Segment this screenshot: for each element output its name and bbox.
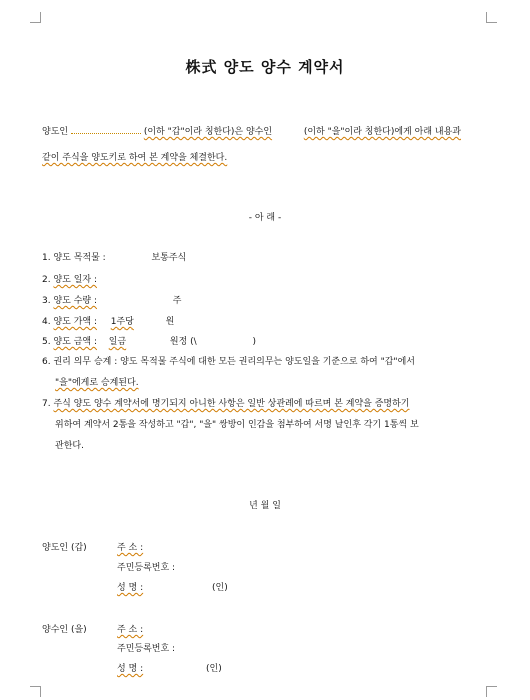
seller-address: 주 소 :	[117, 543, 144, 553]
seller-seal: (인)	[212, 583, 228, 593]
page-corner-mark	[486, 12, 497, 23]
buyer-name: 성 명 :	[117, 664, 144, 674]
seller-alias: (이하 "갑"이라 칭한다)은 양수인	[143, 127, 273, 137]
seller-party: 양도인 (갑)	[42, 543, 87, 553]
seller-resident: 주민등록번호 :	[117, 563, 176, 573]
seller-name: 성 명 :	[117, 583, 144, 593]
buyer-address: 주 소 :	[117, 625, 144, 635]
intro-line-2: 같이 주식을 양도키로 하여 본 계약을 체결한다.	[42, 153, 228, 163]
item-7-cont: 위하여 계약서 2통을 작성하고 "갑", "을" 쌍방이 인감을 첨부하여 서명 날인후 각기 1통씩 보	[55, 420, 419, 430]
item-2: 2. 양도 일자 :	[42, 275, 97, 285]
intro-line-1	[42, 124, 461, 137]
seller-label: 양도인	[42, 127, 69, 137]
item-4: 4. 양도 가액 : 1주당 원	[42, 317, 175, 327]
item-3: 3. 양도 수량 : 주	[42, 296, 182, 306]
page-corner-mark	[486, 686, 497, 697]
page-corner-mark	[30, 12, 41, 23]
seller-blank[interactable]	[71, 124, 141, 134]
item-6: 6. 권리 의무 승계 : 양도 목적물 주식에 대한 모든 권리의무는 양도일을 기준으로 하여 "갑"에서	[42, 357, 415, 367]
item-7-cont2: 관한다.	[55, 441, 84, 451]
item-7: 7. 주식 양도 양수 계약서에 명기되지 아니한 사항은 일반 상관례에 따르며 본 계약을 증명하기	[42, 399, 410, 409]
buyer-seal: (인)	[206, 664, 222, 674]
buyer-alias: (이하 "을"이라 칭한다)에게 아래 내용과	[303, 127, 461, 137]
buyer-resident: 주민등록번호 :	[117, 644, 176, 654]
document-title: 株式 양도 양수 계약서	[185, 58, 345, 76]
date-line: 년 월 일	[249, 501, 281, 511]
item-5: 5. 양도 금액 : 일금 원정 (\ )	[42, 337, 256, 347]
below-heading: - 아 래 -	[248, 213, 282, 223]
page-corner-mark	[30, 686, 41, 697]
item-1: 1. 양도 목적물 : 보통주식	[42, 253, 187, 263]
item-6-cont: "을"에게로 승계된다.	[55, 378, 139, 388]
buyer-party: 양수인 (을)	[42, 625, 87, 635]
